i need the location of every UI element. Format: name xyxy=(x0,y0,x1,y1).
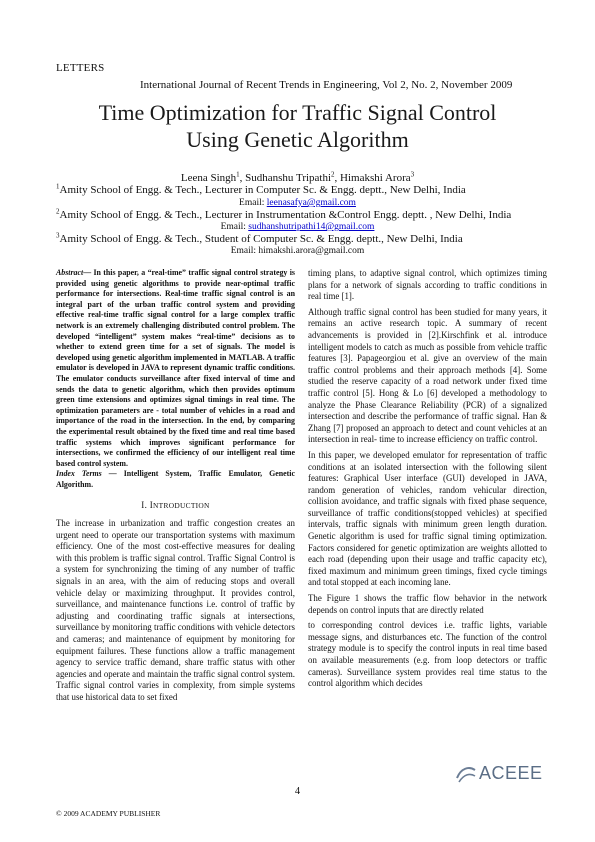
body-paragraph: to corresponding control devices i.e. traffic lights, variable message signs, and disturbances etc. The function of the control strategy module is to specify the control inputs in real time based on available measurements (e.g. from loop detectors or traffic cameras). Surveillance system provides real time status to the control algorithm which decides xyxy=(308,620,547,689)
author-1: Leena Singh xyxy=(180,172,237,184)
abstract-text: — In this paper, a “real-time” traffic signal control strategy is provided using genetic algorithms to provide near-optimal traffic performance for intersections. Real-time traffic signal control is an integral part of the urban traffic control system and providing effective real-time traffic signal control for a large complex traffic network is an extremely challenging distributed control problem. The developed “intelligent” system makes “real-time” decisions as to whether to extend green time for a set of signals. The model is developed using genetic algorithm implemented in MATLAB. A traffic emulator is developed in JAVA to represent dynamic traffic conditions. The emulator conducts surveillance after fixed interval of time and sends the data to genetic algorithm, which then provides optimum green time extensions and optimizes signal timings in real time. The optimization parameters are - total number of vehicles in a road and importance of the road in the intersection. In the end, by comparing the experimental result obtained by the fixed time and real time based traffic systems which improves significant performance for intersections, we confirmed the efficiency of our intelligent real time based control system. xyxy=(56,268,295,468)
author-3-mark: 3 xyxy=(410,170,415,179)
page-number: 4 xyxy=(294,786,301,797)
body-paragraph: timing plans, to adaptive signal control, which optimizes timing plans for a network of signals according to traffic conditions in real time [1]. xyxy=(308,268,547,302)
email-link-2[interactable]: sudhanshutripathi14@gmail.com xyxy=(248,222,375,232)
left-column xyxy=(56,268,295,708)
index-terms-text: — Intelligent System, Traffic Emulator, Genetic Algorithm. xyxy=(56,469,296,489)
body-paragraph: In this paper, we developed emulator for representation of traffic conditions at an isolated intersection with the following silent features: Graphical User interface (GUI) developed in JAVA, random generation of vehicles, random vehicular direction, collision avoidance, and traffic signals with fixed phase sequence, surveillance of traffic conditions(stopped vehicles) at specified intervals, traffic signals with minimum green length duration. Genetic algorithm is used for traffic signal timing optimization. Factors considered for genetic optimization are weights allotted to each road (depending upon their usage and traffic capacity etc), fixed maximum and minimum green timings, fixed cycle timings and total stopped at each incoming lane. xyxy=(308,449,547,588)
affiliation-2-text: Amity School of Engg. & Tech., Lecturer in Instrumentation &Control Engg. deptt. , New Delhi, India xyxy=(59,209,512,221)
copyright: © 2009 ACADEMY PUBLISHER xyxy=(56,809,161,818)
abstract-lead: Abstract xyxy=(56,268,84,277)
email-line-2 xyxy=(0,222,595,232)
email-text-3: himakshi.arora@gmail.com xyxy=(258,246,365,256)
abstract xyxy=(56,268,295,490)
author-sep: , xyxy=(334,172,341,184)
aceee-swirl-icon xyxy=(455,764,477,784)
section-rest: NTRODUCTION xyxy=(153,501,210,511)
affiliation-3-mark: 3 xyxy=(56,231,60,240)
email-link-1[interactable]: leenasafya@gmail.com xyxy=(266,198,356,208)
aceee-logo xyxy=(455,763,543,784)
affiliation-3-text: Amity School of Engg. & Tech., Student of Computer Sc. & Engg. deptt., New Delhi, India xyxy=(59,233,463,245)
section-heading-introduction xyxy=(56,500,295,512)
body-paragraph: Although traffic signal control has been studied for many years, it remains an active research topic. A summary of recent advancements is provided in [2].Kirschfink et al. introduce intelligent models to catch as much as possible from vehicle traffic features [3]. Papageorgiou et al. give an overview of the main traffic control problems and their approach methods [4]. Some studied the reserve capacity of a road network under fixed time traffic control [5]. Hong & Lo [6] developed a methodology to analyze the Phase Clearance Reliability (PCR) of a signalized intersection and describe the performance of traffic signal. Han & Zhang [7] proposed an approach to detect and count vehicles at an intersection in real- time to increase efficiency on traffic control. xyxy=(308,306,547,445)
author-2: Sudhanshu Tripathi xyxy=(245,172,332,184)
body-paragraph: The increase in urbanization and traffic congestion creates an urgent need to operate our transportation systems with maximum efficiency. One of the most cost-effective measures for dealing with this problem is traffic signal control. Traffic Signal Control is a system for synchronizing the timing of any number of traffic signals in an area, with the aim of reducing stops and overall vehicle delay or maximizing throughput. It provides control, surveillance, and maintenance functions i.e. control of traffic by adjusting and coordinating traffic signals at intersections, surveillance by monitoring traffic conditions with vehicle detectors and cameras; and maintenance of equipment by monitoring for equipment failures. These functions allow a traffic management agency to service traffic demand, share traffic status with other agencies and operate and maintain the traffic signal control system. Traffic signal control varies in complexity, from simple systems that use historical data to set fixed xyxy=(56,518,295,702)
affiliation-2 xyxy=(56,209,511,221)
section-number: I. xyxy=(141,500,150,511)
author-3: Himakshi Arora xyxy=(340,172,411,184)
author-1-mark: 1 xyxy=(236,170,240,179)
affiliation-3 xyxy=(56,233,463,245)
email-line-3 xyxy=(0,246,595,256)
index-terms-lead: Index Terms xyxy=(56,469,102,479)
email-label: Email: xyxy=(239,198,267,208)
affiliation-1-mark: 1 xyxy=(56,182,60,191)
body-paragraph: The Figure 1 shows the traffic flow behavior in the network depends on control inputs that are directly related xyxy=(308,593,547,615)
journal-header: International Journal of Recent Trends in Engineering, Vol 2, No. 2, November 2009 xyxy=(140,79,513,91)
author-list xyxy=(0,172,595,184)
affiliation-1-text: Amity School of Engg. & Tech., Lecturer in Computer Sc. & Engg. deptt., New Delhi, India xyxy=(59,184,466,196)
paper-title xyxy=(40,99,555,153)
aceee-logo-text: ACEEE xyxy=(479,763,543,783)
email-label: Email: xyxy=(230,246,259,256)
email-label: Email: xyxy=(220,222,249,232)
author-2-mark: 2 xyxy=(331,170,335,179)
email-line-1 xyxy=(0,198,595,208)
affiliation-1 xyxy=(56,184,466,196)
section-first-letter: I xyxy=(149,500,154,511)
affiliation-2-mark: 2 xyxy=(56,207,60,216)
right-column xyxy=(308,268,547,694)
section-tag: LETTERS xyxy=(56,62,105,74)
author-sep: , xyxy=(239,172,246,184)
title-line-2: Using Genetic Algorithm xyxy=(186,127,409,152)
title-line-1: Time Optimization for Traffic Signal Control xyxy=(98,100,497,125)
